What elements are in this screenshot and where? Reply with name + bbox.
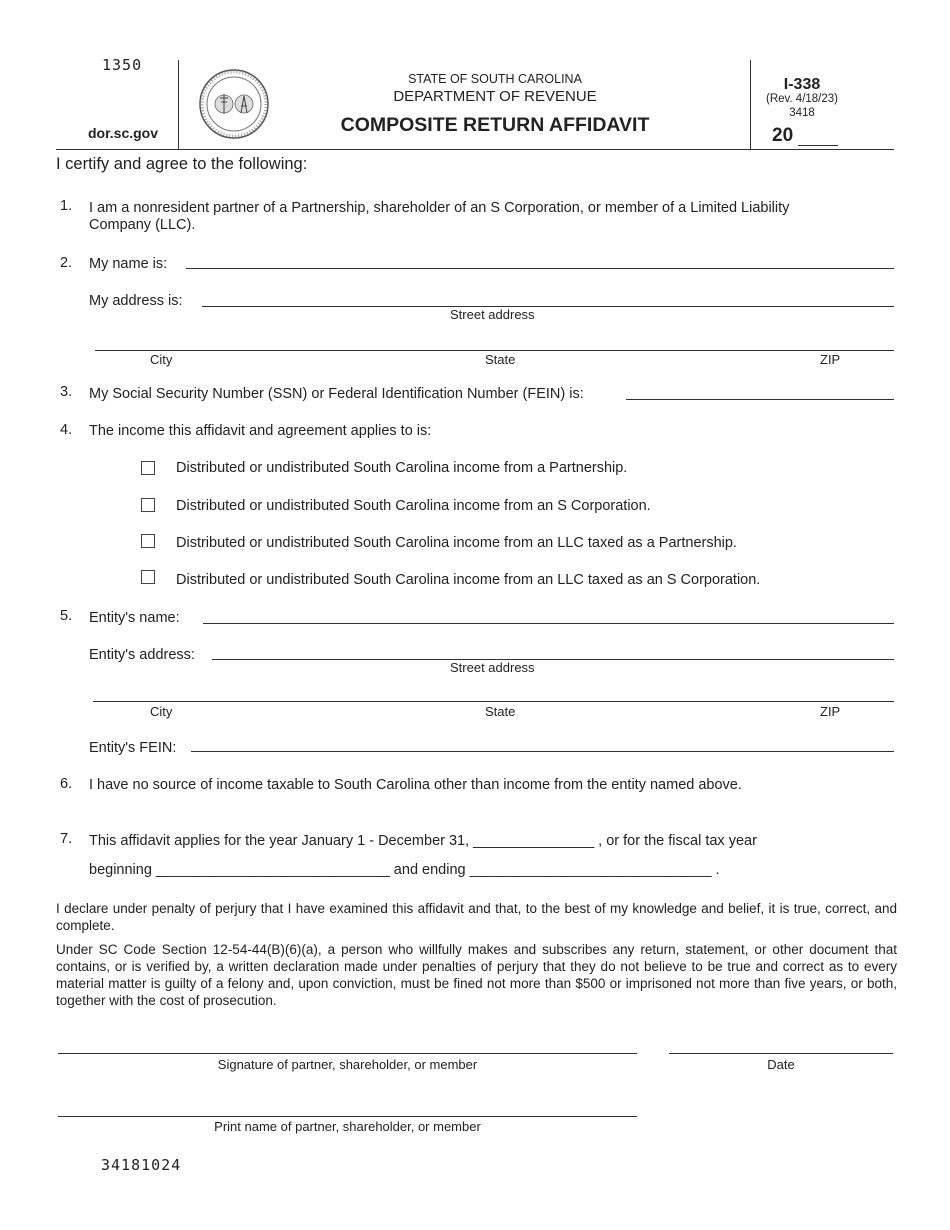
department-name: DEPARTMENT OF REVENUE xyxy=(393,88,597,105)
entity-address-label: Entity's address: xyxy=(89,647,195,663)
my-street-address-field[interactable] xyxy=(202,306,894,307)
no-other-income-text: I have no source of income taxable to South Carolina other than income from the entity named above. xyxy=(89,777,742,793)
header-divider-right xyxy=(750,60,751,149)
my-name-field[interactable] xyxy=(186,268,894,269)
statute-warning: Under SC Code Section 12-54-44(B)(6)(a), a person who willfully makes and subscribes any return, statement, or other document that contains, or is verified by, a written declaration made under penalties of perjury that they do not believe to be true and correct as to every material matter is guilty of a felony and, upon conviction, must be fined not more than $500 or imprisoned not more than five years, or both, together with the cost of prosecution. xyxy=(56,942,897,1008)
entity-street-address-field[interactable] xyxy=(212,659,894,660)
item-7-number: 7. xyxy=(60,831,73,847)
ssn-fein-label: My Social Security Number (SSN) or Federal Identification Number (FEIN) is: xyxy=(89,386,584,402)
header-divider-left xyxy=(178,60,179,149)
my-state-caption: State xyxy=(485,352,516,367)
my-zip-caption: ZIP xyxy=(820,352,841,367)
item-6-number: 6. xyxy=(60,776,73,792)
my-name-label: My name is: xyxy=(89,256,168,272)
item-1-line-1: I am a nonresident partner of a Partnership, shareholder of an S Corporation, or member of a Limited Liability xyxy=(89,200,790,216)
option-llc-partnership-label: Distributed or undistributed South Carolina income from an LLC taxed as a Partnership. xyxy=(176,535,737,551)
option-s-corporation-label: Distributed or undistributed South Carolina income from an S Corporation. xyxy=(176,498,651,514)
header-bottom-rule xyxy=(56,149,894,150)
tax-year-prefix: 20 xyxy=(772,125,794,146)
llc-partnership-checkbox[interactable] xyxy=(141,534,155,548)
state-name: STATE OF SOUTH CAROLINA xyxy=(408,72,582,86)
state-seal-icon xyxy=(198,68,270,140)
s-corporation-checkbox[interactable] xyxy=(141,498,155,512)
tax-year-field[interactable] xyxy=(798,145,838,146)
ssn-fein-field[interactable] xyxy=(626,399,894,400)
entity-city-caption: City xyxy=(150,704,173,719)
entity-fein-label: Entity's FEIN: xyxy=(89,740,177,756)
website: dor.sc.gov xyxy=(88,125,159,141)
item-5-number: 5. xyxy=(60,608,73,624)
perjury-declaration: I declare under penalty of perjury that I have examined this affidavit and that, to the best of my knowledge and belief, it is true, correct, and complete. xyxy=(56,901,897,933)
form-internal-code: 3418 xyxy=(789,107,815,119)
footer-form-code: 34181024 xyxy=(101,1156,182,1174)
my-street-caption: Street address xyxy=(450,307,535,322)
form-number: I-338 xyxy=(783,76,821,93)
signature-field[interactable] xyxy=(58,1053,637,1054)
revision-date: (Rev. 4/18/23) xyxy=(765,93,838,105)
item-4-number: 4. xyxy=(60,422,73,438)
option-partnership-label: Distributed or undistributed South Carolina income from a Partnership. xyxy=(176,460,628,476)
form-title: COMPOSITE RETURN AFFIDAVIT xyxy=(340,114,650,136)
option-llc-s-corporation-label: Distributed or undistributed South Carolina income from an LLC taxed as an S Corporation. xyxy=(176,572,761,588)
entity-zip-caption: ZIP xyxy=(820,704,841,719)
entity-street-caption: Street address xyxy=(450,660,535,675)
my-address-label: My address is: xyxy=(89,293,183,309)
llc-s-corporation-checkbox[interactable] xyxy=(141,570,155,584)
item-1-line-2: Company (LLC). xyxy=(89,217,196,233)
date-field[interactable] xyxy=(669,1053,893,1054)
entity-state-caption: State xyxy=(485,704,516,719)
print-name-caption: Print name of partner, shareholder, or member xyxy=(214,1119,481,1134)
signature-caption: Signature of partner, shareholder, or member xyxy=(217,1057,478,1072)
print-name-field[interactable] xyxy=(58,1116,637,1117)
my-city-state-zip-field[interactable] xyxy=(95,350,894,351)
item-2-number: 2. xyxy=(60,255,73,271)
my-city-caption: City xyxy=(150,352,173,367)
calendar-year-line: This affidavit applies for the year January 1 - December 31, _______________ , or for the fiscal tax year xyxy=(89,833,757,849)
intro-text: I certify and agree to the following: xyxy=(56,155,308,173)
date-caption: Date xyxy=(767,1057,795,1072)
partnership-checkbox[interactable] xyxy=(141,461,155,475)
fiscal-year-line: beginning _____________________________ and ending ______________________________ . xyxy=(89,862,720,878)
entity-city-state-zip-field[interactable] xyxy=(93,701,894,702)
entity-fein-field[interactable] xyxy=(191,751,894,752)
entity-name-label: Entity's name: xyxy=(89,610,180,626)
item-3-number: 3. xyxy=(60,384,73,400)
item-1-number: 1. xyxy=(60,198,73,214)
entity-name-field[interactable] xyxy=(203,623,894,624)
income-applies-label: The income this affidavit and agreement applies to is: xyxy=(89,423,432,439)
form-code-top: 1350 xyxy=(102,56,143,74)
